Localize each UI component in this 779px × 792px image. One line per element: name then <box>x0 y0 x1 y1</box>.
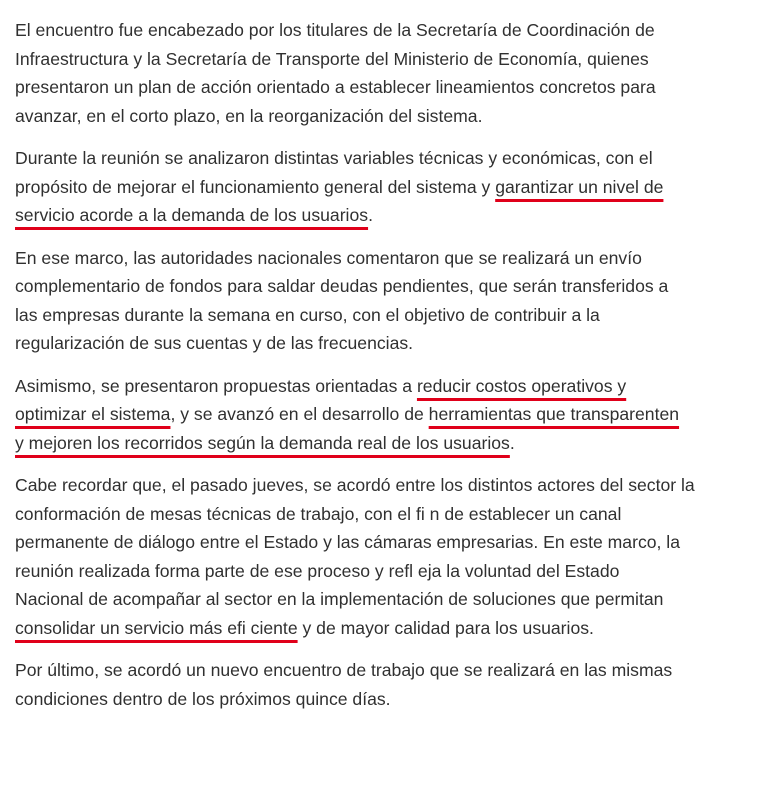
text-line <box>15 614 767 643</box>
text-segment: En ese marco, las autoridades nacionales comentaron que se realizará un envío <box>15 247 642 268</box>
text-segment: las empresas durante la semana en curso, con el objetivo de contribuir a la <box>15 304 600 325</box>
text-line <box>15 656 767 685</box>
text-segment: avanzar, en el corto plazo, en la reorganización del sistema. <box>15 105 483 126</box>
text-line <box>15 244 767 273</box>
text-segment: conformación de mesas técnicas de trabajo, con el fi n de establecer un canal <box>15 503 622 524</box>
text-segment: y de mayor calidad para los usuarios. <box>297 617 594 638</box>
text-line <box>15 329 767 358</box>
text-segment: Infraestructura y la Secretaría de Transporte del Ministerio de Economía, quienes <box>15 48 649 69</box>
text-segment: , y se avanzó en el desarrollo de <box>170 404 429 424</box>
text-segment: Asimismo, se presentaron propuestas orientadas a <box>15 375 417 396</box>
text-segment: condiciones dentro de los próximos quince días. <box>15 688 391 709</box>
highlighted-phrase: y mejoren los recorridos según la demanda real de los usuarios <box>15 432 510 453</box>
highlighted-phrase: herramientas que transparenten <box>428 404 680 424</box>
text-segment: propósito de mejorar el funcionamiento general del sistema y <box>15 176 496 197</box>
text-line <box>15 73 767 102</box>
article-paragraph <box>15 471 767 642</box>
text-segment: . <box>368 205 373 225</box>
article-paragraph <box>15 244 767 358</box>
text-segment: reunión realizada forma parte de ese proceso y refl eja la voluntad del Estado <box>15 560 620 581</box>
text-segment: . <box>509 432 515 453</box>
text-line <box>15 173 767 202</box>
text-line <box>15 585 767 614</box>
text-line <box>15 429 767 458</box>
text-segment: El encuentro fue encabezado por los titulares de la Secretaría de Coordinación de <box>15 20 655 40</box>
article-paragraph <box>15 372 767 458</box>
highlighted-phrase: garantizar un nivel de <box>495 176 664 197</box>
text-line <box>15 272 767 301</box>
highlighted-phrase: servicio acorde a la demanda de los usuarios <box>15 205 369 225</box>
text-line <box>15 528 767 557</box>
text-line <box>15 102 767 131</box>
text-segment: Durante la reunión se analizaron distintas variables técnicas y económicas, con el <box>15 148 653 168</box>
text-line <box>15 45 767 74</box>
highlighted-phrase: consolidar un servicio más efi ciente <box>15 617 298 638</box>
text-segment: regularización de sus cuentas y de las frecuencias. <box>15 333 414 353</box>
text-segment: presentaron un plan de acción orientado a establecer lineamientos concretos para <box>15 77 656 97</box>
text-line <box>15 301 767 330</box>
text-line <box>15 557 767 586</box>
article-paragraph <box>15 144 767 230</box>
text-segment: complementario de fondos para saldar deudas pendientes, que serán transferidos a <box>15 276 669 296</box>
text-segment: Por último, se acordó un nuevo encuentro de trabajo que se realizará en las mismas <box>15 660 673 680</box>
article-paragraph <box>15 656 767 713</box>
text-segment: Cabe recordar que, el pasado jueves, se acordó entre los distintos actores del sector la <box>15 475 695 495</box>
text-segment: permanente de diálogo entre el Estado y las cámaras empresarias. En este marco, la <box>15 532 680 552</box>
highlighted-phrase: reducir costos operativos y <box>416 375 627 396</box>
text-line <box>15 144 767 173</box>
text-line <box>15 471 767 500</box>
text-line <box>15 685 767 714</box>
text-line <box>15 400 767 429</box>
article-body <box>15 16 767 727</box>
text-line <box>15 372 767 401</box>
text-line <box>15 201 767 230</box>
text-segment: Nacional de acompañar al sector en la implementación de soluciones que permitan <box>15 589 664 609</box>
article-paragraph <box>15 16 767 130</box>
highlighted-phrase: optimizar el sistema <box>15 404 171 424</box>
text-line <box>15 500 767 529</box>
text-line <box>15 16 767 45</box>
